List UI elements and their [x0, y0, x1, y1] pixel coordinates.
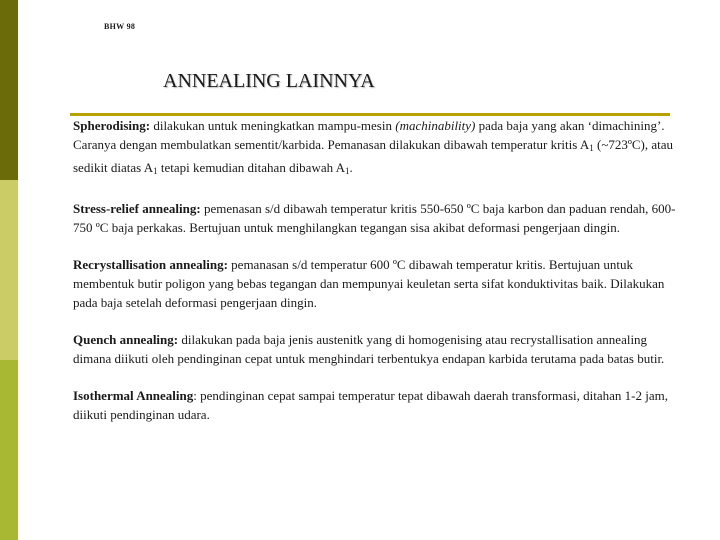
term-stress-relief: Stress-relief annealing:: [73, 201, 201, 216]
content-body: [73, 116, 683, 442]
paragraph-spherodising: [73, 116, 683, 181]
paragraph-recrystallisation: [73, 255, 683, 312]
term-spherodising: Spherodising:: [73, 118, 151, 133]
paragraph-text: (~723ºC), atau sedikit diatas A: [73, 137, 674, 175]
subscript: 1: [589, 143, 594, 153]
paragraph-isothermal: [73, 386, 683, 424]
paragraph-text: pemanasan s/d temperatur 600 ºC dibawah temperatur kritis. Bertujuan untuk membentuk butir poligon yang bebas tegangan dan mempunyai keuletan serta sifat konduktivitas baik. Dilakukan pada baja setelah deformasi pengerjaan dingin.: [73, 257, 665, 310]
paragraph-text: : pendinginan cepat sampai temperatur tepat dibawah daerah transformasi, ditahan 1-2 jam, diikuti pendinginan udara.: [73, 388, 668, 422]
paragraph-text: pemenasan s/d dibawah temperatur kritis 550-650 ºC baja karbon dan paduan rendah, 600-750 ºC baja perkakas. Bertujuan untuk menghilangkan tegangan sisa akibat deformasi pengerjaan dingin.: [73, 201, 676, 235]
slide-title: ANNEALING LAINNYA: [163, 70, 375, 92]
paragraph-text: .: [349, 160, 353, 175]
term-isothermal: Isothermal Annealing: [73, 388, 194, 403]
side-bar-segment-top: [0, 0, 18, 180]
paragraph-stress-relief: [73, 199, 683, 237]
paragraph-text: dilakukan untuk meningkatkan mampu-mesin: [150, 118, 396, 133]
subscript: 1: [345, 166, 350, 176]
term-recrystallisation: Recrystallisation annealing:: [73, 257, 228, 272]
paragraph-italic-text: (machinability): [395, 118, 476, 133]
side-bar-segment-bottom: [0, 360, 18, 540]
paragraph-text: tetapi kemudian ditahan dibawah A: [157, 160, 346, 175]
subscript: 1: [153, 166, 158, 176]
side-accent-bar: [0, 0, 18, 540]
term-quench: Quench annealing:: [73, 332, 179, 347]
paragraph-text: pada baja yang akan ‘dimachining’. Caranya dengan membulatkan sementit/karbida. Pemanasan dilakukan dibawah temperatur kritis A: [73, 118, 665, 152]
header-code: BHW 98: [104, 22, 136, 31]
side-bar-segment-middle: [0, 180, 18, 360]
paragraph-text: dilakukan pada baja jenis austenitk yang di homogenising atau recrystallisation annealing dimana diikuti oleh pendinginan cepat untuk menghindari terbentukya endapan karbida terutama pada batas butir.: [73, 332, 665, 366]
paragraph-quench: [73, 330, 683, 368]
